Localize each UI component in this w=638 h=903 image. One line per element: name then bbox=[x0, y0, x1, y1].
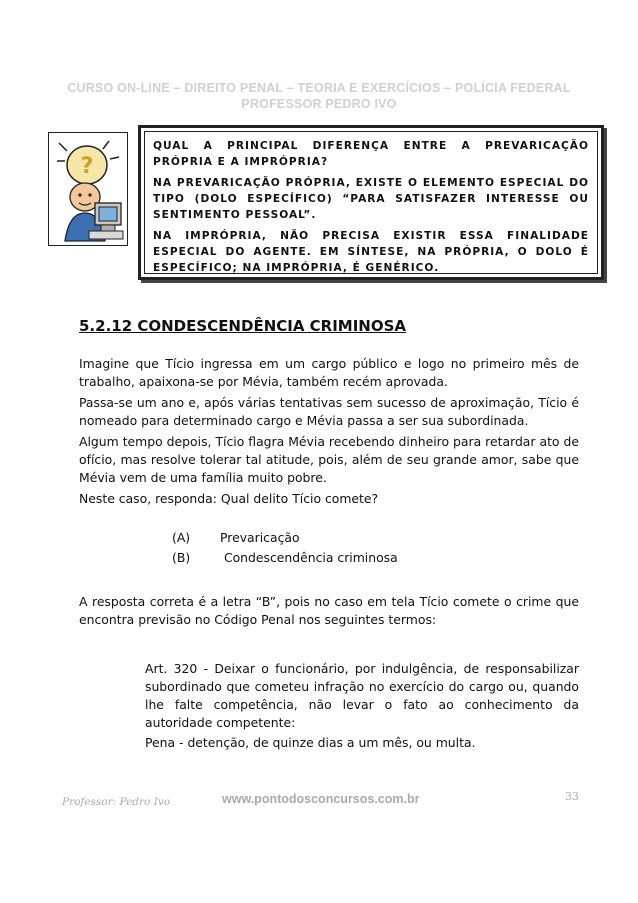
article-text: Art. 320 - Deixar o funcionário, por indulgência, de responsabilizar subordinado que cometeu infração no exercício do cargo ou, quando lhe falte competência, não levar o fato ao conhecimento da autoridade competente: bbox=[145, 661, 579, 730]
option-text: Prevaricação bbox=[220, 530, 300, 545]
box-question: QUAL A PRINCIPAL DIFERENÇA ENTRE A PREVARICAÇÃO PRÓPRIA E A IMPRÓPRIA? bbox=[153, 140, 589, 168]
svg-text:?: ? bbox=[80, 154, 94, 179]
option-label: (A) bbox=[172, 530, 191, 545]
paragraph: Passa-se um ano e, após várias tentativas sem sucesso de aproximação, Tício é nomeado para determinado cargo e Mévia passa a ser sua subordinada. bbox=[79, 395, 579, 428]
question-answer-box bbox=[138, 125, 604, 280]
box-answer-impropria: NA IMPRÓPRIA, NÃO PRECISA EXISTIR ESSA FINALIDADE ESPECIAL DO AGENTE. EM SÍNTESE, NA PRÓPRIA, O DOLO É ESPECÍFICO; NA IMPRÓPRIA, É GENÉRICO. bbox=[153, 230, 589, 274]
option-label: (B) bbox=[172, 550, 191, 565]
intro-paragraphs bbox=[79, 355, 579, 511]
section-title: 5.2.12 CONDESCENDÊNCIA CRIMINOSA bbox=[79, 317, 407, 335]
option-a bbox=[172, 529, 300, 547]
header-professor-line: PROFESSOR PEDRO IVO bbox=[241, 97, 397, 111]
paragraph: Algum tempo depois, Tício flagra Mévia recebendo dinheiro para retardar ato de ofício, mas resolve tolerar tal atitude, pois, além de seu grande amor, sabe que Mévia vem de uma família muito pobre. bbox=[79, 434, 579, 485]
footer-website: www.pontodosconcursos.com.br bbox=[222, 792, 420, 806]
footer-professor: Professor: Pedro Ivo bbox=[62, 796, 171, 808]
thinking-person-at-computer-icon bbox=[48, 132, 128, 246]
box-answer-propria: NA PREVARICAÇÃO PRÓPRIA, EXISTE O ELEMENTO ESPECIAL DO TIPO (DOLO ESPECÍFICO) “PARA SATISFAZER INTERESSE OU SENTIMENTO PESSOAL”. bbox=[153, 177, 589, 221]
paragraph: A resposta correta é a letra “B”, pois no caso em tela Tício comete o crime que encontra previsão no Código Penal nos seguintes termos: bbox=[79, 594, 579, 627]
penalty-text: Pena - detenção, de quinze dias a um mês, ou multa. bbox=[145, 735, 476, 750]
article-quote bbox=[145, 660, 579, 754]
paragraph: Neste caso, responda: Qual delito Tício comete? bbox=[79, 491, 379, 506]
answer-paragraph bbox=[79, 593, 579, 632]
paragraph: Imagine que Tício ingressa em um cargo público e logo no primeiro mês de trabalho, apaixona-se por Mévia, também recém aprovada. bbox=[79, 356, 579, 389]
header-course-line: CURSO ON-LINE – DIREITO PENAL – TEORIA E EXERCÍCIOS – POLÍCIA FEDERAL bbox=[67, 81, 571, 95]
option-b bbox=[172, 549, 398, 567]
page-header bbox=[20, 80, 618, 112]
option-text: Condescendência criminosa bbox=[220, 550, 398, 565]
page-number: 33 bbox=[565, 790, 579, 803]
